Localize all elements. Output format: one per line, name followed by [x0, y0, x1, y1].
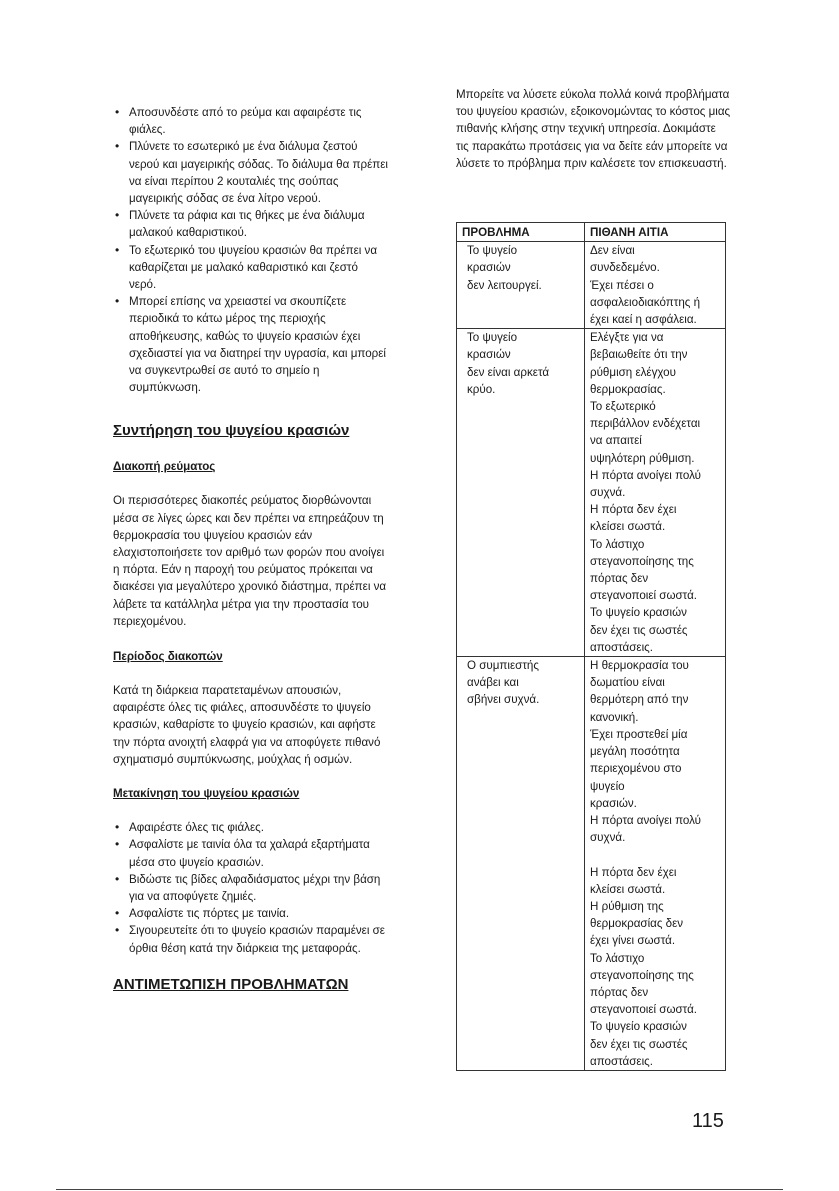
cause-line: συχνά. [590, 486, 626, 500]
table-row [457, 242, 726, 329]
cause-line: στεγανοποίησης της [590, 554, 694, 568]
cause-line: δεν έχει τις σωστές [590, 1037, 688, 1051]
cause-line: ρύθμιση ελέγχου [590, 365, 676, 379]
troubleshooting-intro: Μπορείτε να λύσετε εύκολα πολλά κοινά προβλήματα του ψυγείου κρασιών, εξοικονομώντας το κόστος μιας πιθανής κλήσης στην τεχνική υπηρεσία. Δοκιμάστε τις παρακάτω προτάσεις για να δείτε εάν μπορείτε να λύσετε το πρόβλημα πριν καλέσετε τον επισκευαστή. [456, 88, 731, 170]
cause-line: περιβάλλον ενδέχεται [590, 417, 701, 431]
cause-line: στεγανοποίησης της [590, 968, 694, 982]
cause-line: στεγανοποιεί σωστά. [590, 589, 698, 603]
cause-line: μεγάλη ποσότητα [590, 745, 680, 759]
cause-line: Η πόρτα ανοίγει πολύ [590, 813, 702, 827]
list-item: • Ασφαλίστε με ταινία όλα τα χαλαρά εξαρτήματα μέσα στο ψυγείο κρασιών. [113, 836, 388, 870]
cause-line: κρασιών. [590, 796, 637, 810]
vacation-heading: Περίοδος διακοπών [113, 650, 223, 664]
cause-line: πόρτας δεν [590, 985, 649, 999]
problem-line: Το ψυγείο [467, 331, 518, 345]
footer-divider [56, 1189, 783, 1190]
cause-line: κανονική. [590, 710, 639, 724]
maintenance-heading: Συντήρηση του ψυγείου κρασιών [113, 422, 350, 440]
cause-line: έχει γίνει σωστά. [590, 934, 676, 948]
cause-line: δωματίου είναι [590, 676, 665, 690]
power-outage-heading: Διακοπή ρεύματος [113, 460, 216, 474]
cause-line: Η πόρτα δεν έχει [590, 865, 677, 879]
cause-line: ψυγείο [590, 779, 625, 793]
column-header-problem: ΠΡΟΒΛΗΜΑ [457, 223, 585, 242]
list-item: • Αποσυνδέστε από το ρεύμα και αφαιρέστε τις φιάλες. [113, 104, 388, 138]
problem-line: κρασιών [467, 348, 511, 362]
column-header-cause: ΠΙΘΑΝΗ ΑΙΤΙΑ [585, 223, 726, 242]
problem-line: σβήνει συχνά. [467, 693, 540, 707]
troubleshooting-heading: ΑΝΤΙΜΕΤΩΠΙΣΗ ΠΡΟΒΛΗΜΑΤΩΝ [113, 975, 349, 993]
cause-line: κλείσει σωστά. [590, 882, 666, 896]
list-item: • Το εξωτερικό του ψυγείου κρασιών θα πρέπει να καθαρίζεται με μαλακό καθαριστικό και ζεστό νερό. [113, 242, 388, 294]
list-item: • Πλύνετε το εσωτερικό με ένα διάλυμα ζεστού νερού και μαγειρικής σόδας. Το διάλυμα θα πρέπει να είναι περίπου 2 κουταλιές της σούπας μαγειρικής σόδας σε ένα λίτρο νερού. [113, 138, 388, 207]
cause-line: βεβαιωθείτε ότι την [590, 348, 688, 362]
moving-bullet-list [113, 819, 388, 957]
cause-line: Έχει πέσει ο [590, 278, 654, 292]
problem-line: Το ψυγείο [467, 244, 518, 258]
cause-line: αποστάσεις. [590, 640, 653, 654]
cause-line: συνδεδεμένο. [590, 261, 660, 275]
cause-line: Το λάστιχο [590, 951, 645, 965]
cause-line: Το λάστιχο [590, 537, 645, 551]
cause-line: Η πόρτα ανοίγει πολύ [590, 468, 702, 482]
problem-line: δεν είναι αρκετά [467, 365, 550, 379]
problem-cell [457, 242, 585, 329]
cause-line: θερμοκρασίας δεν [590, 917, 684, 931]
cause-line [590, 846, 720, 863]
cause-line: να απαιτεί [590, 434, 642, 448]
cause-line: Η πόρτα δεν έχει [590, 503, 677, 517]
cause-line: Ελέγξτε για να [590, 331, 664, 345]
problem-line: κρύο. [467, 382, 496, 396]
table-row [457, 657, 726, 1071]
problem-cell [457, 329, 585, 657]
cause-line: περιεχομένου στο [590, 762, 682, 776]
problem-line: δεν λειτουργεί. [467, 278, 542, 292]
problem-line: ανάβει και [467, 676, 519, 690]
right-column [456, 86, 731, 172]
list-item: • Βιδώστε τις βίδες αλφαδιάσματος μέχρι την βάση για να αποφύγετε ζημιές. [113, 871, 388, 905]
list-item: • Σιγουρευτείτε ότι το ψυγείο κρασιών παραμένει σε όρθια θέση κατά την διάρκεια της μεταφοράς. [113, 922, 388, 956]
cause-line: θερμοκρασίας. [590, 382, 666, 396]
problem-cell [457, 657, 585, 1071]
cause-line: δεν έχει τις σωστές [590, 623, 688, 637]
cause-line: συχνά. [590, 831, 626, 845]
list-item: • Πλύνετε τα ράφια και τις θήκες με ένα διάλυμα μαλακού καθαριστικού. [113, 207, 388, 241]
cause-line: Η θερμοκρασία του [590, 659, 689, 673]
vacation-text: Κατά τη διάρκεια παρατεταμένων απουσιών, αφαιρέστε όλες τις φιάλες, αποσυνδέστε το ψυγείο κρασιών, καθαρίστε το ψυγείο κρασιών, και αφήστε την πόρτα ανοιχτή ελαφρά για να αποφύγετε πιθανό σχηματισμό συμπύκνωσης, μούχλας ή οσμών. [113, 684, 381, 766]
problem-line: Ο συμπιεστής [467, 659, 539, 673]
cause-line: Η ρύθμιση της [590, 899, 664, 913]
power-outage-text: Οι περισσότερες διακοπές ρεύματος διορθώνονται μέσα σε λίγες ώρες και δεν πρέπει να επηρεάζουν τη θερμοκρασία του ψυγείου κρασιών εάν ελαχιστοποιήσετε τον αριθμό των φορών που ανοίγει η πόρτα. Εάν η παροχή του ρεύματος πρόκειται να διακέσει για μεγαλύτερο χρονικό διάστημα, πρέπει να λάβετε τα κατάλληλα μέτρα για την προστασία του περιεχομένου. [113, 494, 387, 628]
cause-line: Το εξωτερικό [590, 400, 656, 414]
page-number: 115 [692, 1110, 724, 1132]
cause-line: αποστάσεις. [590, 1054, 653, 1068]
left-column [113, 104, 388, 995]
list-item: • Αφαιρέστε όλες τις φιάλες. [113, 819, 388, 836]
cause-cell [585, 657, 726, 1071]
table-row [457, 329, 726, 657]
cause-line: κλείσει σωστά. [590, 520, 666, 534]
table-header-row [457, 223, 726, 242]
cause-line: Δεν είναι [590, 244, 635, 258]
moving-heading: Μετακίνηση του ψυγείου κρασιών [113, 787, 300, 801]
cause-line: Το ψυγείο κρασιών [590, 1020, 687, 1034]
cause-cell [585, 242, 726, 329]
troubleshooting-table [456, 222, 726, 1071]
cause-line: στεγανοποιεί σωστά. [590, 1003, 698, 1017]
list-item: • Ασφαλίστε τις πόρτες με ταινία. [113, 905, 388, 922]
cause-line: θερμότερη από την [590, 693, 689, 707]
cause-line: ασφαλειοδιακόπτης ή [590, 295, 701, 309]
problem-line: κρασιών [467, 261, 511, 275]
cause-line: Το ψυγείο κρασιών [590, 606, 687, 620]
cleaning-bullet-list [113, 104, 388, 396]
cause-line: έχει καεί η ασφάλεια. [590, 313, 697, 327]
list-item: • Μπορεί επίσης να χρειαστεί να σκουπίζετε περιοδικά το κάτω μέρος της περιοχής αποθήκευσης, καθώς το ψυγείο κρασιών έχει σχεδιαστεί για να διατηρεί την υγρασία, και μπορεί να συγκεντρωθεί σε αυτό το σημείο η συμπύκνωση. [113, 293, 388, 396]
cause-line: Έχει προστεθεί μία [590, 727, 688, 741]
cause-line: υψηλότερη ρύθμιση. [590, 451, 695, 465]
cause-cell [585, 329, 726, 657]
cause-line: πόρτας δεν [590, 572, 649, 586]
